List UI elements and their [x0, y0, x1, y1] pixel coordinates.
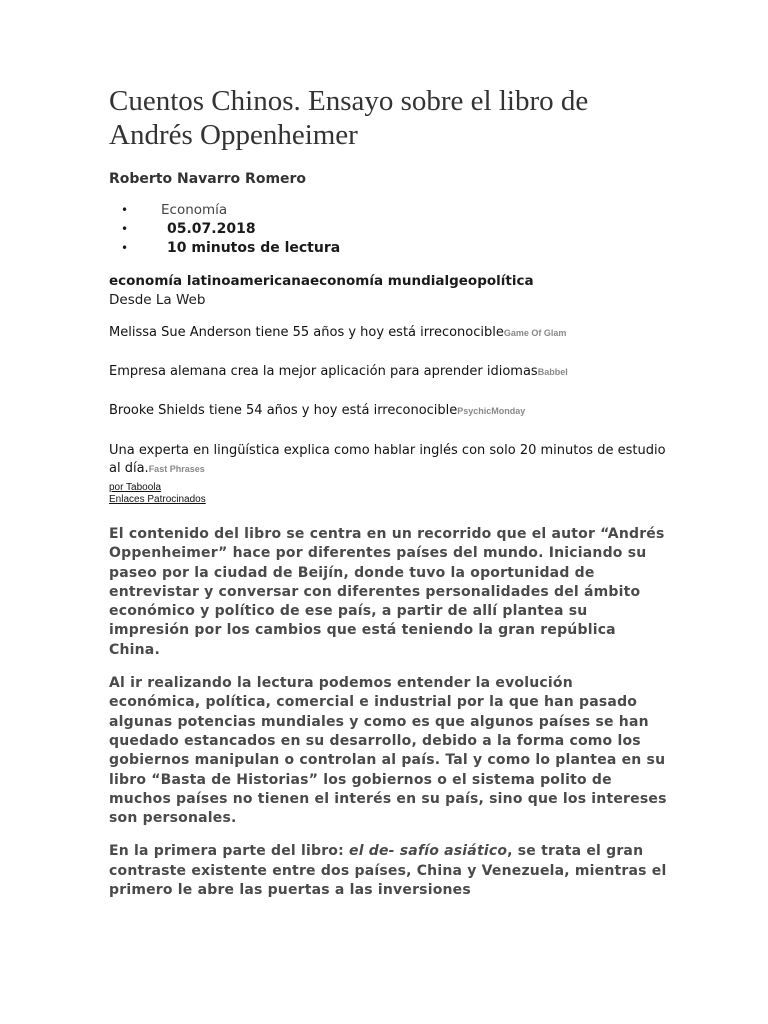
- sponsored-links-link[interactable]: Enlaces Patrocinados: [109, 494, 206, 505]
- category-link[interactable]: Economía: [161, 202, 228, 218]
- p3-rest: , se trata el gran contraste existente entre dos países, China y Venezuela, mientras el primero le abre las puertas a las inversiones: [109, 843, 667, 899]
- bullet-icon: •: [121, 203, 129, 217]
- sponsored-source: Babbel: [537, 367, 568, 377]
- taboola-link[interactable]: por Taboola: [109, 482, 162, 493]
- article-page: [109, 84, 669, 914]
- meta-date: [109, 220, 669, 239]
- meta-read-time: [109, 239, 669, 258]
- bullet-icon: •: [121, 222, 129, 236]
- body-paragraph-2: Al ir realizando la lectura podemos entender la evolución económica, política, comercial e industrial por la que han pasado algunas potencias mundiales y como es que algunos países se han quedado estancados en su desarrollo, debido a la forma como los gobiernos manipulan o controlan al país. Tal y como lo plantea en su libro “Basta de Historias” los gobiernos o el sistema polito de muchos países no tienen el interés en su país, sino que los intereses son personales.: [109, 675, 667, 827]
- bullet-icon: •: [121, 241, 129, 255]
- sponsored-item[interactable]: [109, 402, 669, 420]
- p3-intro: En la primera parte del libro:: [109, 843, 349, 860]
- taboola-attribution: [109, 482, 669, 506]
- sponsored-headline[interactable]: Una experta en lingüística explica como hablar inglés con solo 20 minutos de estudio al día.: [109, 443, 666, 476]
- sponsored-item[interactable]: [109, 442, 669, 478]
- sponsored-headline[interactable]: Melissa Sue Anderson tiene 55 años y hoy está irreconocible: [109, 325, 504, 340]
- article-tags[interactable]: economía latinoamericanaeconomía mundialgeopolítica: [109, 273, 534, 289]
- p3-emphasis: el de- safío asiático: [349, 843, 508, 860]
- article-author[interactable]: Roberto Navarro Romero: [109, 171, 307, 187]
- from-web-heading: Desde La Web: [109, 292, 206, 308]
- read-time: 10 minutos de lectura: [167, 240, 341, 256]
- sponsored-source: PsychicMonday: [457, 406, 526, 416]
- article-title: Cuentos Chinos. Ensayo sobre el libro de Andrés Oppenheimer: [109, 85, 589, 151]
- sponsored-item[interactable]: [109, 363, 669, 381]
- body-paragraph-3: [109, 842, 669, 900]
- body-paragraph-1: El contenido del libro se centra en un recorrido que el autor “Andrés Oppenheimer” hace por diferentes países del mundo. Iniciando su paseo por la ciudad de Beijín, donde tuvo la oportunidad de entrevistar y conversar con diferentes personalidades del ámbito económico y político de ese país, a partir de allí plantea su impresión por los cambios que está teniendo la gran república China.: [109, 526, 665, 658]
- sponsored-headline[interactable]: Empresa alemana crea la mejor aplicación para aprender idiomas: [109, 364, 538, 379]
- sponsored-item[interactable]: [109, 324, 669, 342]
- sponsored-source: Fast Phrases: [148, 464, 205, 474]
- sponsored-headline[interactable]: Brooke Shields tiene 54 años y hoy está irreconocible: [109, 403, 458, 418]
- publish-date: 05.07.2018: [167, 221, 256, 237]
- article-meta-list: [109, 201, 669, 258]
- sponsored-source: Game Of Glam: [503, 328, 567, 338]
- meta-category: [109, 201, 669, 220]
